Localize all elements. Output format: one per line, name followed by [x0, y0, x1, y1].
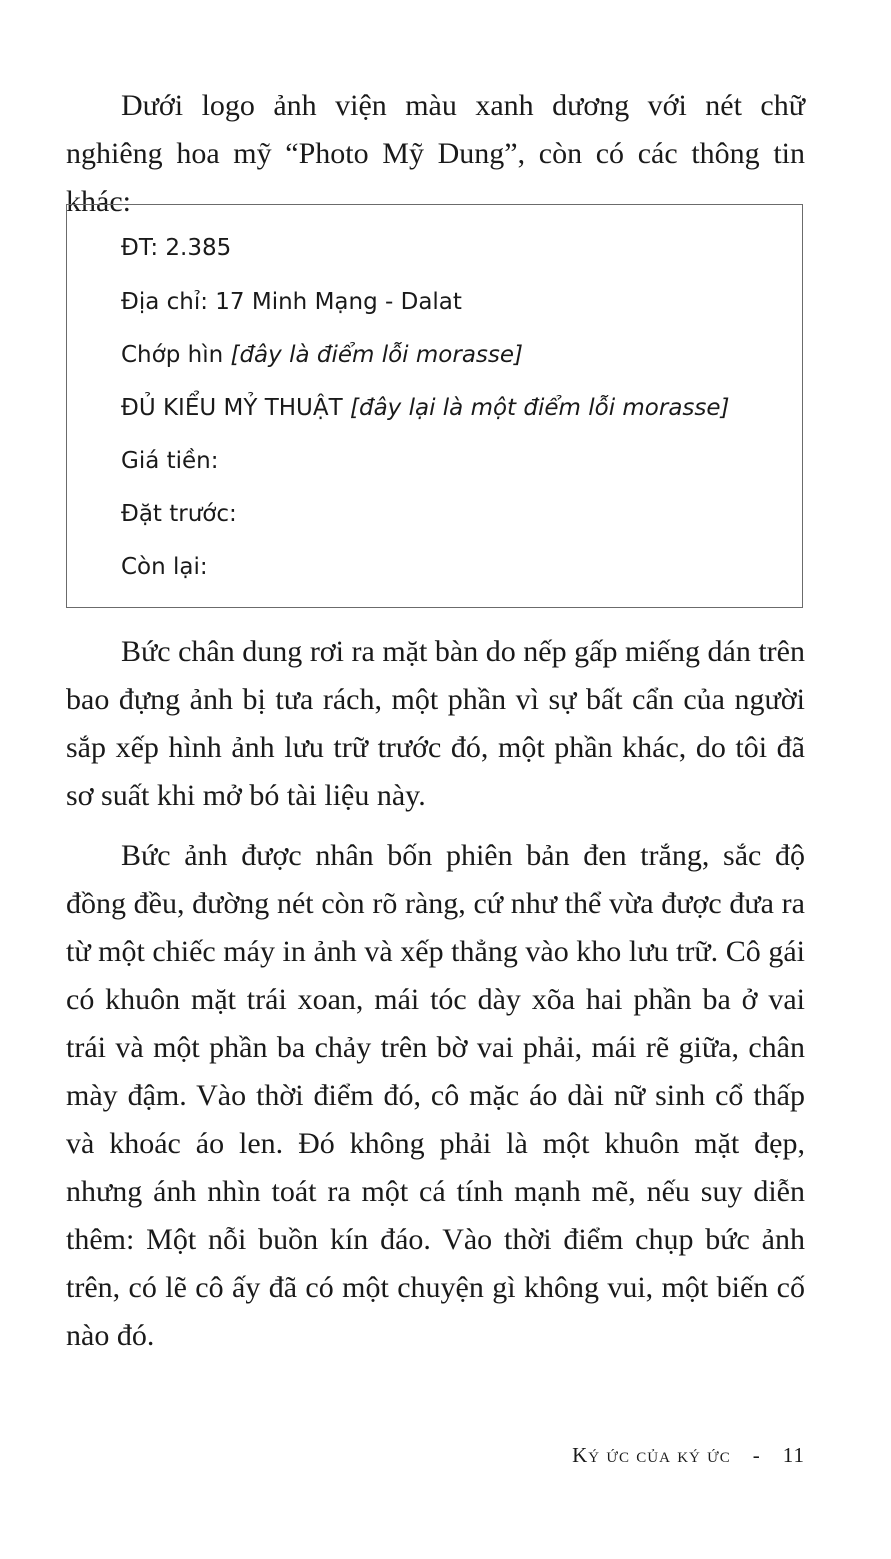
info-address: Địa chỉ: 17 Minh Mạng - Dalat [121, 289, 462, 315]
page-footer [572, 1440, 805, 1470]
info-du-kieu-note: [đây lại là một điểm lỗi morasse] [350, 395, 730, 421]
body-paragraph-3: Bức ảnh được nhân bốn phiên bản đen trắng, sắc độ đồng đều, đường nét còn rõ ràng, cứ như thể vừa được đưa ra từ một chiếc máy in ảnh và xếp thẳng vào kho lưu trữ. Cô gái có khuôn mặt trái xoan, mái tóc dày xõa hai phần ba ở vai trái và một phần ba chảy trên bờ vai phải, mái rẽ giữa, chân mày đậm. Vào thời điểm đó, cô mặc áo dài nữ sinh cổ thấp và khoác áo len. Đó không phải là một khuôn mặt đẹp, nhưng ánh nhìn toát ra một cá tính mạnh mẽ, nếu suy diễn thêm: Một nỗi buồn kín đáo. Vào thời điểm chụp bức ảnh trên, có lẽ cô ấy đã có một chuyện gì không vui, một biến cố nào đó. [66, 839, 805, 1352]
footer-separator: - [752, 1443, 761, 1467]
page-number: 11 [782, 1443, 805, 1467]
photo-studio-info-box [66, 204, 803, 608]
intro-paragraph: Dưới logo ảnh viện màu xanh dương với nét chữ nghiêng hoa mỹ “Photo Mỹ Dung”, còn có các thông tin khác: [66, 89, 805, 218]
info-chop-hin-label: Chớp hìn [121, 342, 224, 368]
body-paragraph-2: Bức chân dung rơi ra mặt bàn do nếp gấp miếng dán trên bao đựng ảnh bị tưa rách, một phần vì sự bất cẩn của người sắp xếp hình ảnh lưu trữ trước đó, một phần khác, do tôi đã sơ suất khi mở bó tài liệu này. [66, 635, 805, 812]
info-chop-hin [121, 340, 523, 370]
info-dat-truoc: Đặt trước: [121, 501, 237, 527]
info-phone: ĐT: 2.385 [121, 235, 232, 261]
info-chop-hin-note: [đây là điểm lỗi morasse] [230, 342, 524, 368]
info-gia-tien: Giá tiền: [121, 448, 219, 474]
running-title: Ký ức của ký ức [572, 1443, 731, 1467]
info-con-lai: Còn lại: [121, 554, 208, 580]
info-du-kieu-label: ĐỦ KIỂU MỶ THUẬT [121, 395, 343, 421]
info-du-kieu [121, 393, 730, 423]
